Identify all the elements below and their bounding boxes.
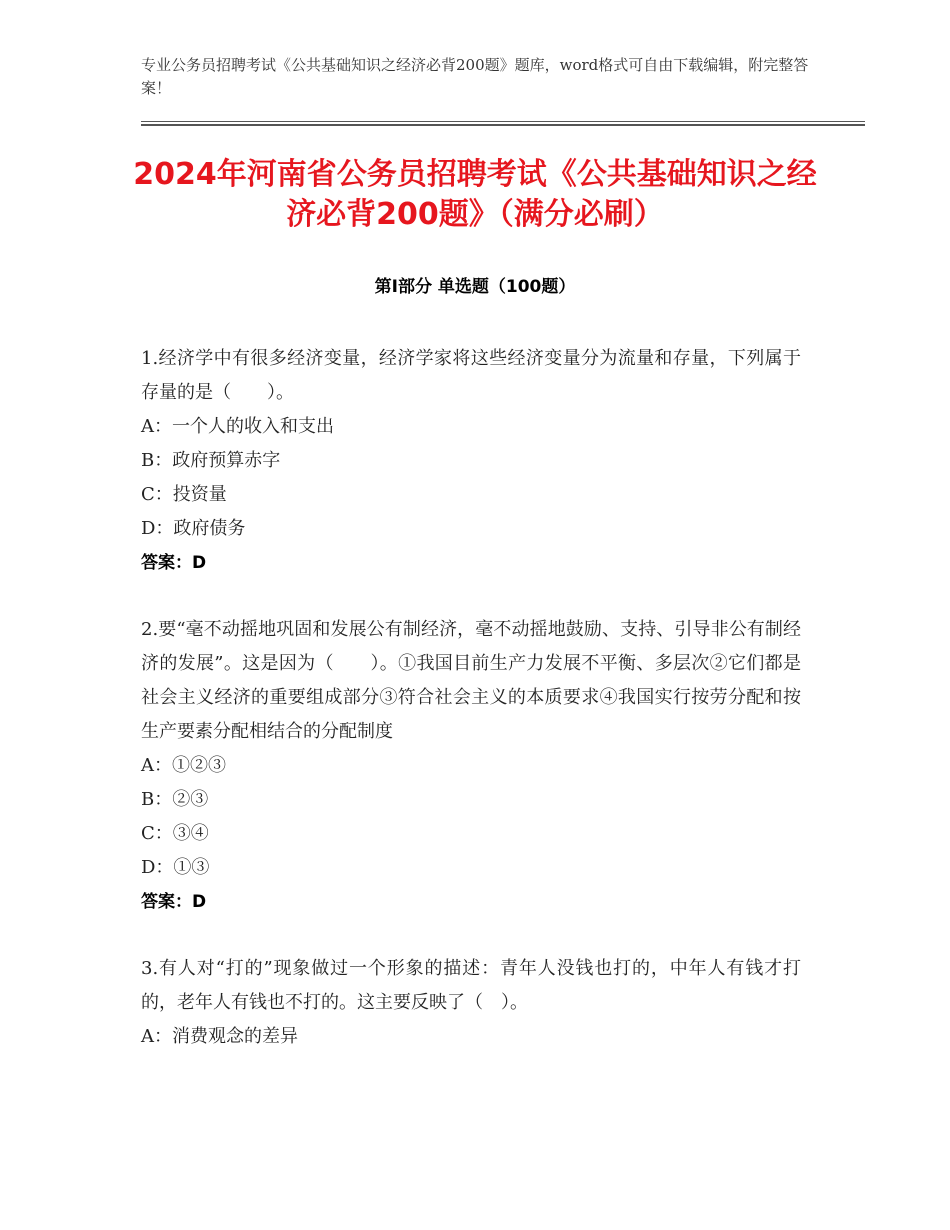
option-a: A：一个人的收入和支出 <box>141 416 334 437</box>
option-d: D：政府债务 <box>141 518 246 539</box>
answer: 答案：D <box>141 892 207 912</box>
header-divider-thick <box>141 124 865 126</box>
question-1 <box>141 342 801 580</box>
answer: 答案：D <box>141 553 207 573</box>
header-divider-thin <box>141 121 865 122</box>
option-a: A：消费观念的差异 <box>141 1026 298 1047</box>
question-stem: 1.经济学中有很多经济变量，经济学家将这些经济变量分为流量和存量，下列属于存量的是（ ）。 <box>141 348 801 403</box>
option-a: A：①②③ <box>141 755 226 776</box>
question-stem: 3.有人对“打的”现象做过一个形象的描述：青年人没钱也打的，中年人有钱才打的，老年人有钱也不打的。这主要反映了（ ）。 <box>141 958 801 1013</box>
question-2 <box>141 613 801 919</box>
option-b: B：政府预算赤字 <box>141 450 281 471</box>
document-title: 2024年河南省公务员招聘考试《公共基础知识之经济必背200题》（满分必刷） <box>133 157 817 232</box>
option-c: C：投资量 <box>141 484 227 505</box>
section-title: 第Ⅰ部分 单选题（100题） <box>374 277 576 297</box>
question-list <box>141 342 801 1087</box>
question-stem: 2.要“毫不动摇地巩固和发展公有制经济，毫不动摇地鼓励、支持、引导非公有制经济的发展”。这是因为（ ）。①我国目前生产力发展不平衡、多层次②它们都是社会主义经济的重要组成部分③符合社会主义的本质要求④我国实行按劳分配和按生产要素分配相结合的分配制度 <box>141 619 801 742</box>
question-3 <box>141 952 801 1054</box>
option-c: C：③④ <box>141 823 209 844</box>
option-b: B：②③ <box>141 789 209 810</box>
option-d: D：①③ <box>141 857 210 878</box>
header-note: 专业公务员招聘考试《公共基础知识之经济必背200题》题库，word格式可自由下载编辑，附完整答案！ <box>141 56 809 97</box>
